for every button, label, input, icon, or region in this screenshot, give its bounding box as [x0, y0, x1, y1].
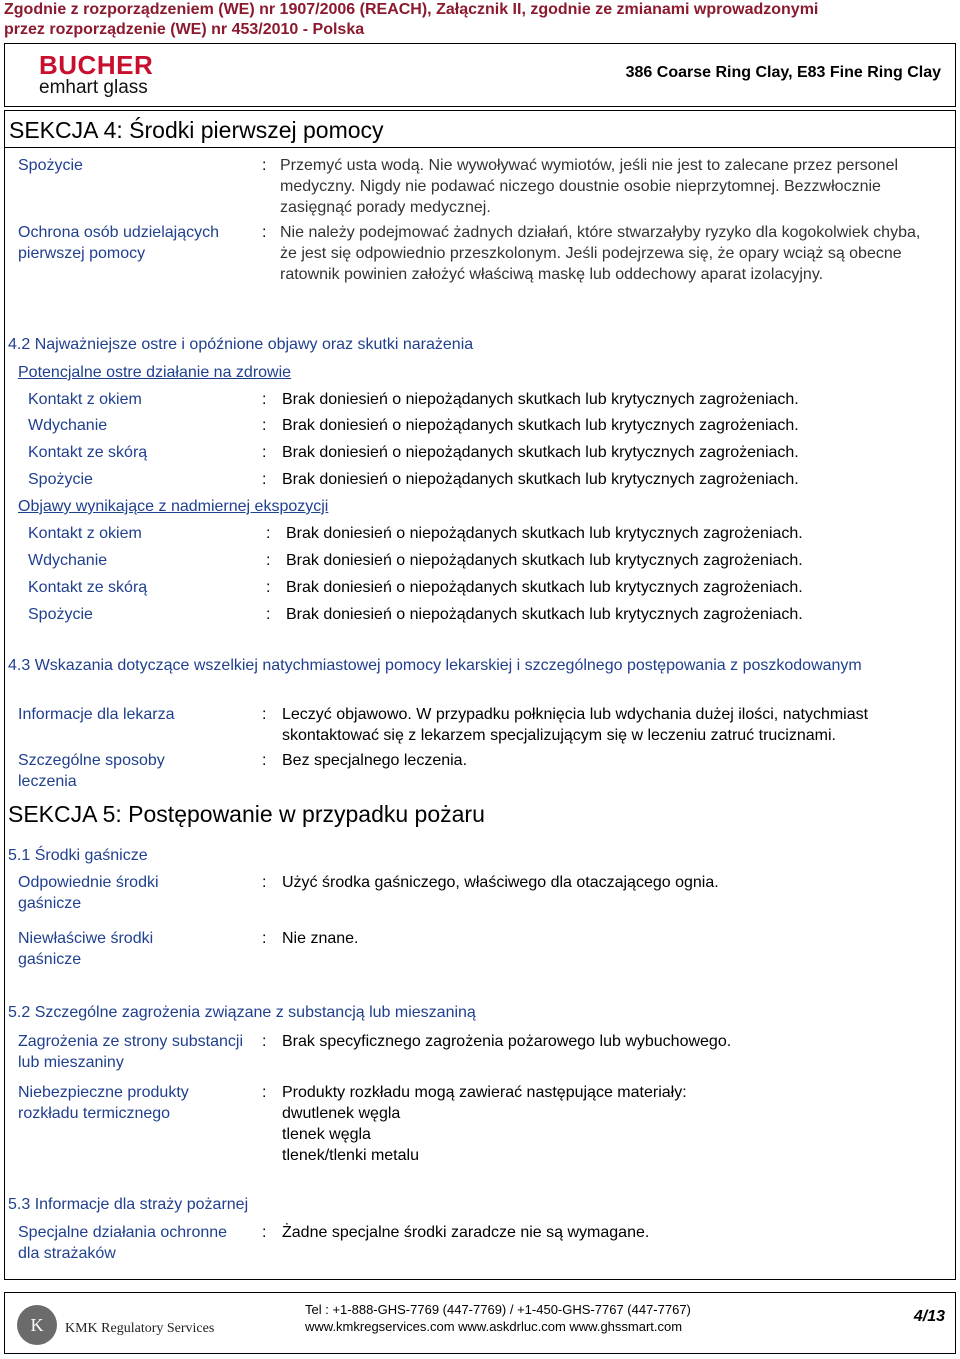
acute-label-ingestion: Spożycie [28, 471, 93, 488]
acute-label-inhalation: Wdychanie [28, 417, 108, 434]
label-first-aider-protection: Ochrona osób udzielających pierwszej pomocy [18, 224, 220, 262]
text-firefighter-protection: Żadne specjalne środki zaradcze nie są wymagane. [282, 1224, 650, 1241]
decomposition-block [282, 1082, 687, 1166]
text-info-for-doctor: Leczyć objawowo. W przypadku połknięcia lub wdychania dużej ilości, natychmiast skontaktować się z lekarzem specjalizującym się w leczeniu zatruć truciznami. [282, 706, 869, 744]
page-number: 4/13 [913, 1308, 945, 1325]
overexp-text-inhalation: Brak doniesień o niepożądanych skutkach lub krytycznych zagrożeniach. [286, 552, 803, 569]
text-decomposition-products: Produkty rozkładu mogą zawierać następujące materiały: [282, 1084, 687, 1101]
header-line-2: przez rozporządzenie (WE) nr 453/2010 - Polska [4, 21, 365, 38]
product-header-box [4, 43, 956, 107]
colon: : [262, 391, 267, 408]
colon: : [262, 930, 267, 947]
subsection-5-3-title: 5.3 Informacje dla straży pożarnej [8, 1196, 249, 1213]
colon: : [262, 471, 267, 488]
overexp-label-inhalation: Wdychanie [28, 552, 108, 569]
decomposition-item: tlenek/tlenki metalu [282, 1147, 419, 1164]
logo-subtitle: emhart glass [39, 77, 148, 98]
label-decomposition-products: Niebezpieczne produkty rozkładu termicznego [18, 1084, 189, 1122]
colon: : [262, 1084, 267, 1101]
text-specific-treatment: Bez specjalnego leczenia. [282, 752, 468, 769]
company-logo [39, 50, 153, 99]
overexposure-title: Objawy wynikające z nadmiernej ekspozycji [18, 498, 329, 515]
section-5-title: SEKCJA 5: Postępowanie w przypadku pożaru [8, 801, 485, 827]
colon: : [262, 1033, 267, 1050]
label-specific-treatment: Szczególne sposoby leczenia [18, 752, 165, 790]
text-substance-hazards: Brak specyficznego zagrożenia pożarowego lub wybuchowego. [282, 1033, 732, 1050]
colon: : [262, 752, 267, 769]
overexp-label-eye: Kontakt z okiem [28, 525, 142, 542]
colon: : [266, 606, 271, 623]
text-suitable-media: Użyć środka gaśniczego, właściwego dla otaczającego ognia. [282, 874, 719, 891]
footer-web: www.kmkregservices.com www.askdrluc.com www.ghssmart.com [305, 1319, 683, 1334]
decomposition-item: tlenek węgla [282, 1126, 371, 1143]
header-line-1: Zgodnie z rozporządzeniem (WE) nr 1907/2006 (REACH), Załącznik II, zgodnie ze zmianami wprowadzonymi [4, 1, 819, 18]
text-first-aider-protection: Nie należy podejmować żadnych działań, które stwarzałyby ryzyko dla kogokolwiek chyba, że jest się odpowiednio przeszkolonym. Jeśli podejrzewa się, że opary wciąż są obecne ratownik powinien założyć właściwą maskę lub oddechowy aparat izolacyjny. [280, 224, 921, 283]
acute-text-inhalation: Brak doniesień o niepożądanych skutkach lub krytycznych zagrożeniach. [282, 417, 799, 434]
acute-text-eye: Brak doniesień o niepożądanych skutkach lub krytycznych zagrożeniach. [282, 391, 799, 408]
colon: : [266, 579, 271, 596]
subsection-4-2-title: 4.2 Najważniejsze ostre i opóźnione objawy oraz skutki narażenia [8, 336, 474, 353]
colon: : [266, 552, 271, 569]
acute-text-ingestion: Brak doniesień o niepożądanych skutkach lub krytycznych zagrożeniach. [282, 471, 799, 488]
label-firefighter-protection: Specjalne działania ochronne dla strażaków [18, 1224, 228, 1262]
text-unsuitable-media: Nie znane. [282, 930, 359, 947]
acute-text-skin: Brak doniesień o niepożądanych skutkach lub krytycznych zagrożeniach. [282, 444, 799, 461]
overexp-label-skin: Kontakt ze skórą [28, 579, 148, 596]
colon: : [262, 1224, 267, 1241]
colon: : [262, 874, 267, 891]
colon: : [262, 157, 267, 174]
subsection-5-2-title: 5.2 Szczególne zagrożenia związane z substancją lub mieszaniną [8, 1004, 476, 1021]
label-ingestion: Spożycie [18, 157, 83, 174]
footer-company: KMK Regulatory Services [65, 1321, 215, 1336]
label-suitable-media: Odpowiednie środki gaśnicze [18, 874, 159, 912]
overexp-text-skin: Brak doniesień o niepożądanych skutkach lub krytycznych zagrożeniach. [286, 579, 803, 596]
footer [4, 1292, 956, 1354]
section-4-title: SEKCJA 4: Środki pierwszej pomocy [4, 110, 956, 148]
overexp-label-ingestion: Spożycie [28, 606, 93, 623]
text-ingestion: Przemyć usta wodą. Nie wywoływać wymiotów, jeśli nie jest to zalecane przez personel medyczny. Nigdy nie podawać niczego doustnie osobie nieprzytomnej. Bezzwłocznie zasięgnąć porady medycznej. [280, 157, 899, 216]
subsection-5-1-title: 5.1 Środki gaśnicze [8, 847, 148, 864]
logo-brand: BUCHER [39, 50, 154, 80]
colon: : [262, 417, 267, 434]
colon: : [266, 525, 271, 542]
acute-label-skin: Kontakt ze skórą [28, 444, 148, 461]
acute-effects-title: Potencjalne ostre działanie na zdrowie [18, 364, 292, 381]
acute-label-eye: Kontakt z okiem [28, 391, 142, 408]
document-header [4, 0, 818, 40]
decomposition-item: dwutlenek węgla [282, 1105, 401, 1122]
colon: : [262, 224, 267, 241]
footer-tel: Tel : +1-888-GHS-7769 (447-7769) / +1-450-GHS-7767 (447-7767) [305, 1302, 691, 1317]
label-info-for-doctor: Informacje dla lekarza [18, 706, 175, 723]
colon: : [262, 444, 267, 461]
product-name: 386 Coarse Ring Clay, E83 Fine Ring Clay [625, 64, 941, 81]
subsection-4-3-title: 4.3 Wskazania dotyczące wszelkiej natychmiastowej pomocy lekarskiej i szczególnego postępowania z poszkodowanym [8, 657, 862, 674]
label-unsuitable-media: Niewłaściwe środki gaśnicze [18, 930, 154, 968]
colon: : [262, 706, 267, 723]
label-substance-hazards: Zagrożenia ze strony substancji lub mieszaniny [18, 1033, 243, 1071]
kmk-logo-icon: K [17, 1305, 57, 1345]
overexp-text-eye: Brak doniesień o niepożądanych skutkach lub krytycznych zagrożeniach. [286, 525, 803, 542]
overexp-text-ingestion: Brak doniesień o niepożądanych skutkach lub krytycznych zagrożeniach. [286, 606, 803, 623]
